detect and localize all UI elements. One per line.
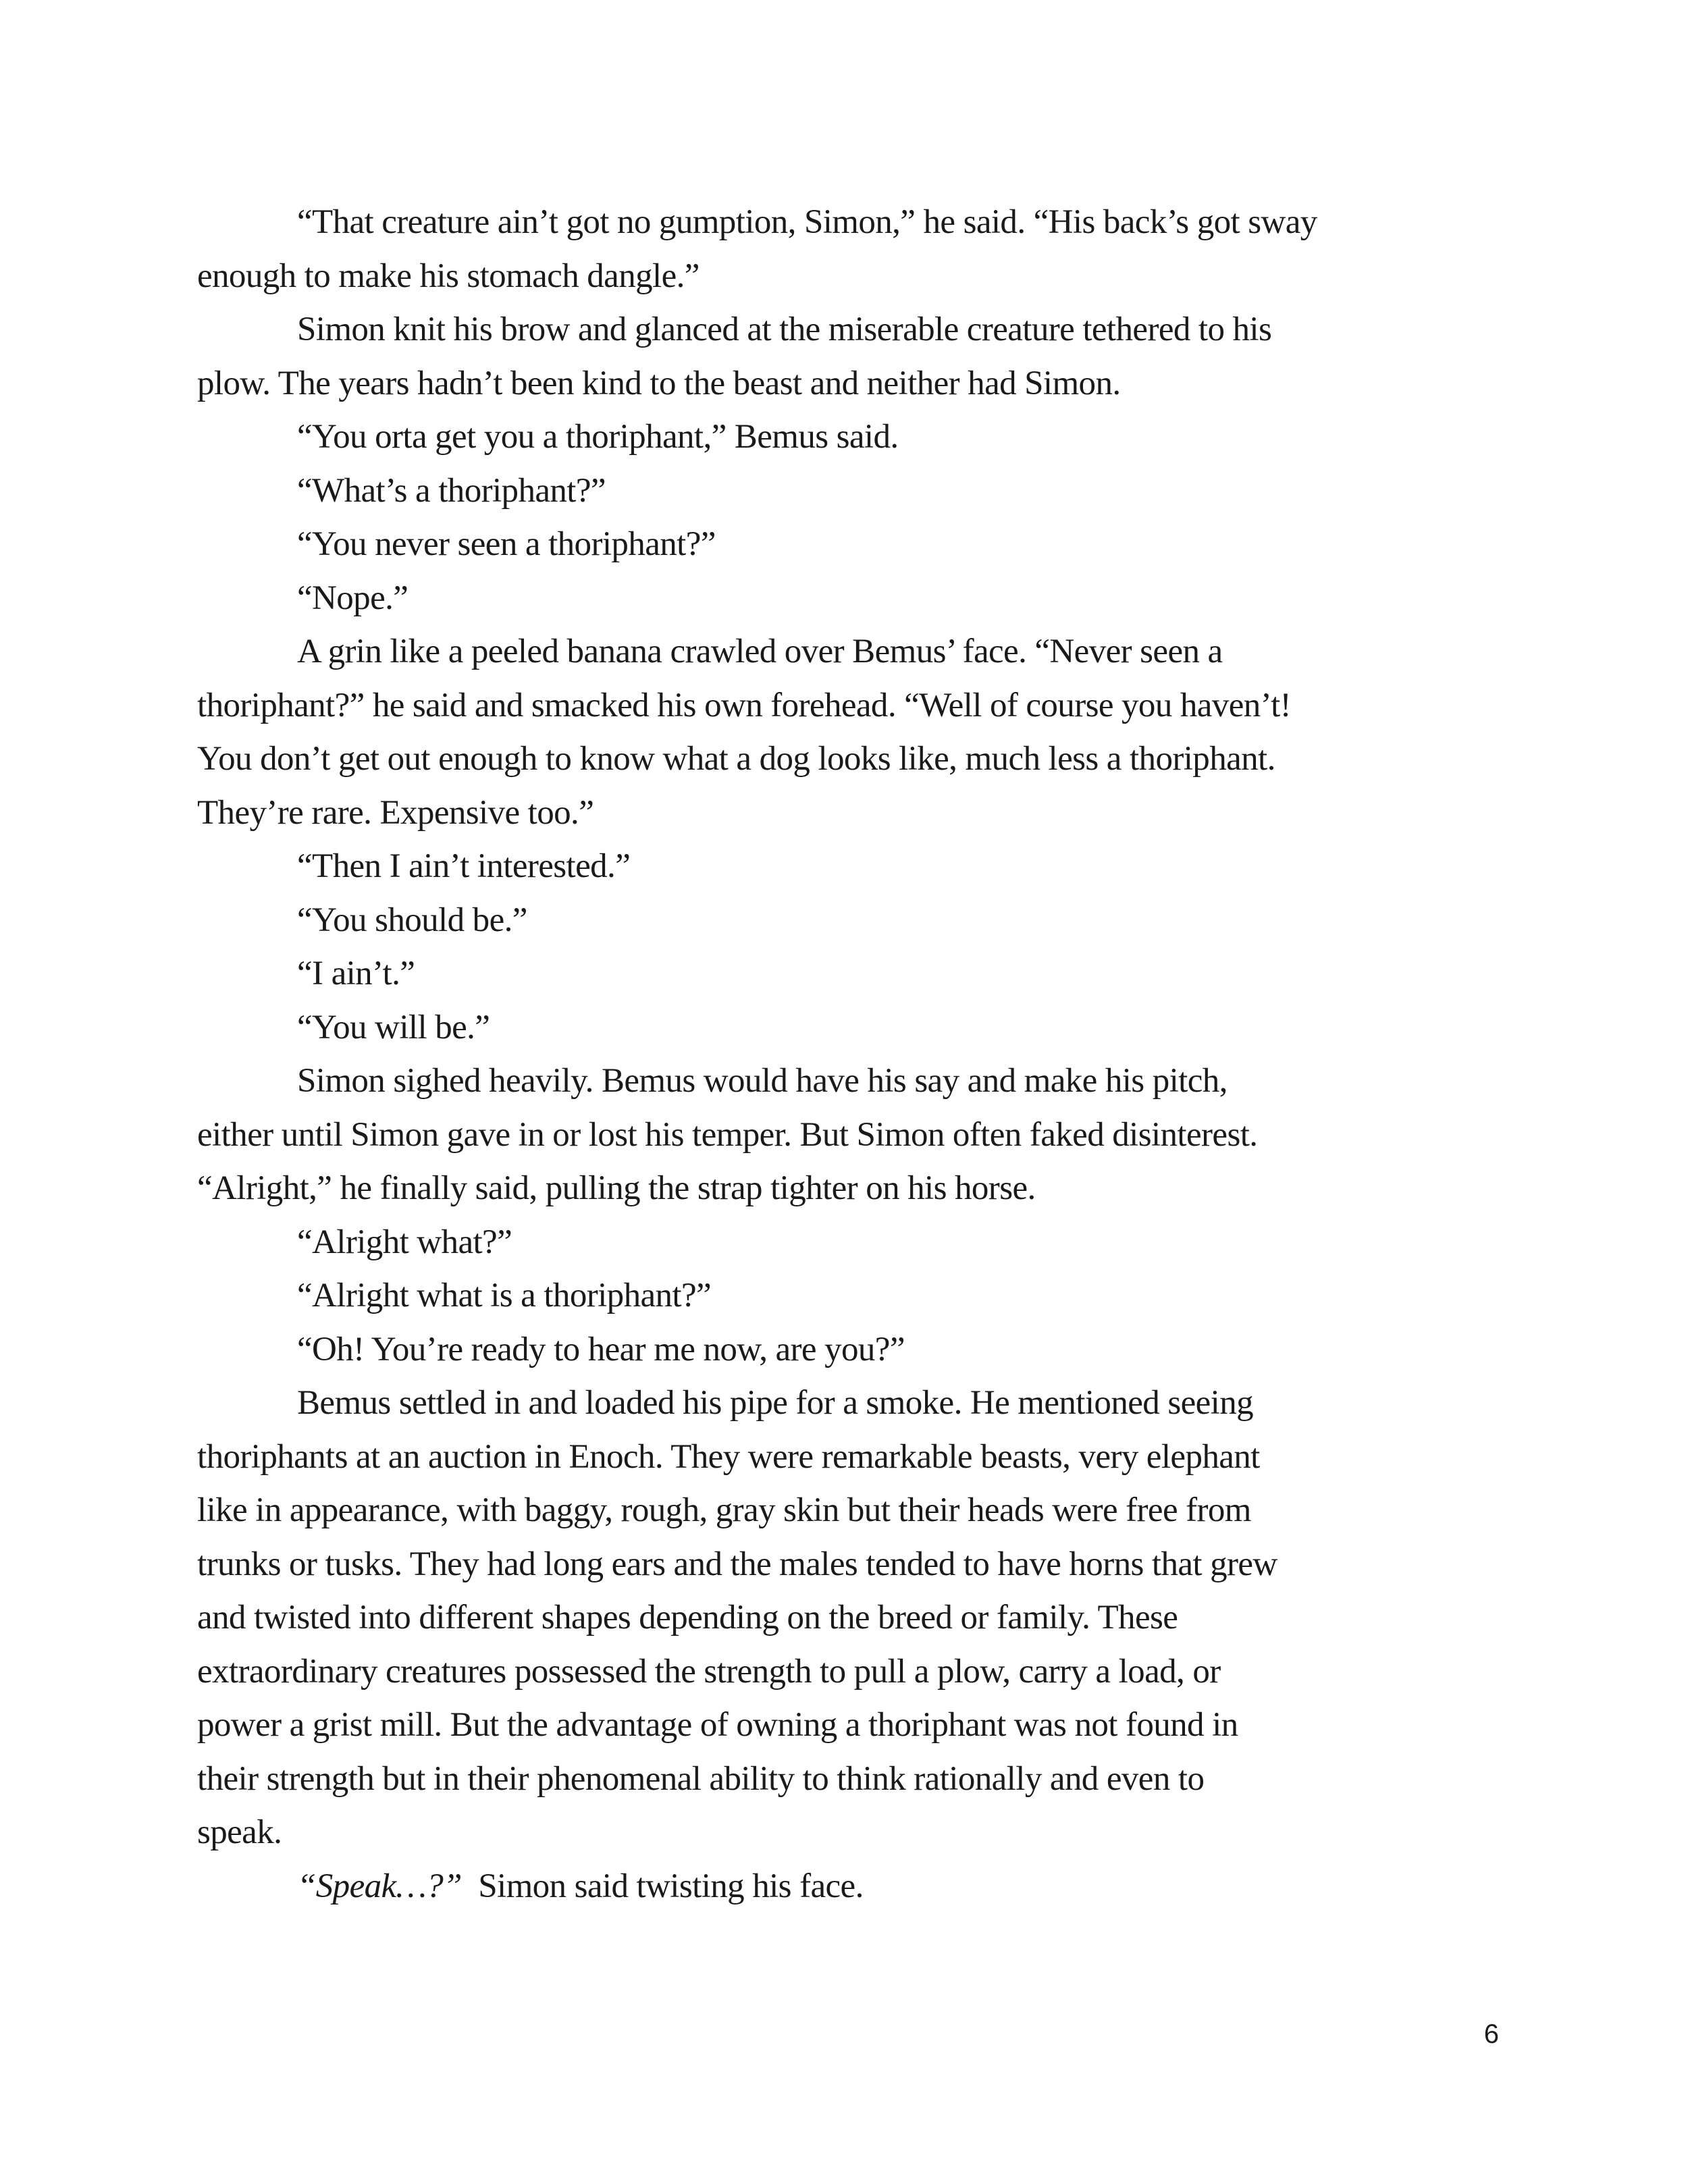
text-line: extraordinary creatures possessed the strength to pull a plow, carry a load, or	[197, 1652, 1221, 1690]
text-line: You don’t get out enough to know what a dog looks like, much less a thoriphant.	[197, 740, 1275, 778]
text-line: They’re rare. Expensive too.”	[197, 793, 594, 832]
text-line: “You never seen a thoriphant?”	[297, 525, 716, 563]
page-number: 6	[1483, 2019, 1499, 2049]
text-line: power a grist mill. But the advantage of owning a thoriphant was not found in	[197, 1706, 1238, 1744]
text-line: Simon knit his brow and glanced at the miserable creature tethered to his	[297, 311, 1272, 348]
text-line: speak.	[197, 1813, 282, 1851]
text-line: “Nope.”	[297, 579, 408, 617]
text-line: thoriphants at an auction in Enoch. They were remarkable beasts, very elephant	[197, 1437, 1260, 1476]
text-line: “What’s a thoriphant?”	[297, 471, 606, 510]
text-line: “Alright what is a thoriphant?”	[297, 1277, 712, 1314]
text-line-rest: Simon said twisting his face.	[461, 1867, 864, 1905]
text-line: and twisted into different shapes depending on the breed or family. These	[197, 1599, 1178, 1636]
text-line: “Oh! You’re ready to hear me now, are you?”	[297, 1330, 905, 1368]
text-line: either until Simon gave in or lost his temper. But Simon often faked disinterest.	[197, 1115, 1258, 1154]
text-line-last	[197, 1860, 1500, 1914]
text-line: enough to make his stomach dangle.”	[197, 257, 700, 295]
text-line: plow. The years hadn’t been kind to the beast and neither had Simon.	[197, 364, 1121, 402]
text-line: “Then I ain’t interested.”	[297, 847, 631, 885]
text-line: like in appearance, with baggy, rough, gray skin but their heads were free from	[197, 1491, 1251, 1529]
text-line: Bemus settled in and loaded his pipe for a smoke. He mentioned seeing	[297, 1384, 1254, 1422]
text-line: “You should be.”	[297, 901, 527, 939]
text-line: trunks or tusks. They had long ears and the males tended to have horns that grew	[197, 1545, 1277, 1583]
text-line: thoriphant?” he said and smacked his own forehead. “Well of course you haven’t!	[197, 686, 1292, 724]
text-line: A grin like a peeled banana crawled over Bemus’ face. “Never seen a	[297, 633, 1223, 670]
italic-speech: “Speak…?”	[297, 1867, 462, 1905]
text-line: “Alright what?”	[297, 1223, 512, 1261]
text-line: “Alright,” he finally said, pulling the strap tighter on his horse.	[197, 1169, 1036, 1207]
text-line: their strength but in their phenomenal ability to think rationally and even to	[197, 1759, 1205, 1798]
text-line: “You orta get you a thoriphant,” Bemus said.	[297, 418, 899, 456]
text-line: “That creature ain’t got no gumption, Simon,” he said. “His back’s got sway	[297, 203, 1317, 241]
text-line: “I ain’t.”	[297, 955, 415, 992]
text-line: “You will be.”	[297, 1008, 490, 1046]
text-line: Simon sighed heavily. Bemus would have his say and make his pitch,	[297, 1062, 1228, 1100]
body-text	[197, 196, 1500, 1913]
